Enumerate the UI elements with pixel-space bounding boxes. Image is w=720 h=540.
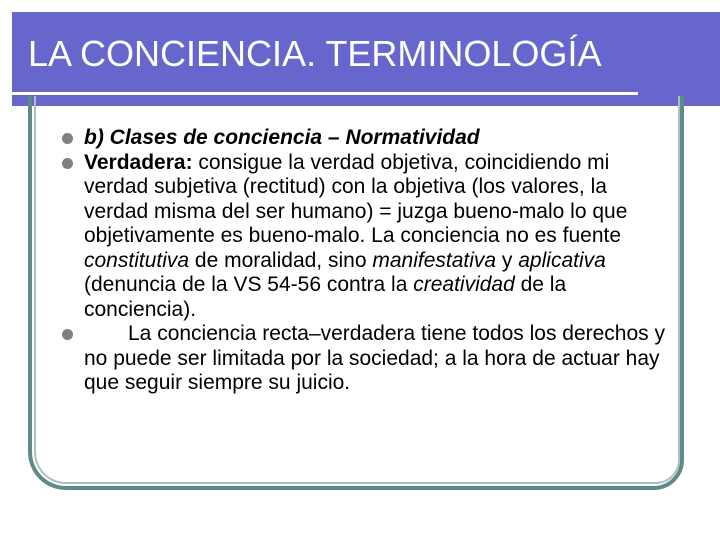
- bullet-icon: [62, 133, 73, 144]
- verdadera-text-2: de moralidad, sino: [189, 248, 373, 272]
- verdadera-term: Verdadera:: [84, 150, 193, 174]
- term-constitutiva: constitutiva: [84, 248, 190, 272]
- verdadera-text-1: consigue la verdad objetiva, coincidiendo mi verdad subjetiva (rectitud) con la objetiva (los valores, la verdad misma del ser humano) = juzga bueno-malo lo que objetivamente es bueno-malo. La conciencia no es fuente: [84, 150, 628, 247]
- verdadera-text-4: (denuncia de la VS 54-56 contra la: [84, 273, 414, 296]
- verdadera-text-3: y: [496, 248, 519, 272]
- term-manifestativa: manifestativa: [372, 248, 497, 272]
- slide-body: [62, 126, 672, 396]
- slide-title: LA CONCIENCIA. TERMINOLOGÍA: [28, 33, 602, 74]
- term-creatividad: creatividad: [413, 273, 515, 296]
- title-underline: [12, 92, 638, 95]
- bullet-text-clases: b) Clases de conciencia – Normatividad: [84, 126, 480, 149]
- bullet-item-verdadera: [62, 151, 672, 323]
- bullet-item-clases: [62, 126, 672, 151]
- bullet-item-recta: [62, 322, 672, 396]
- verdadera-text-5: de la conciencia).: [84, 273, 567, 321]
- bullet-text-recta: La conciencia recta–verdadera tiene todos los derechos y no puede ser limitada por la sociedad; a la hora de actuar hay que seguir siempre su juicio.: [84, 322, 665, 394]
- bullet-icon: [62, 329, 73, 340]
- term-aplicativa: aplicativa: [518, 248, 606, 272]
- bullet-icon: [62, 158, 73, 169]
